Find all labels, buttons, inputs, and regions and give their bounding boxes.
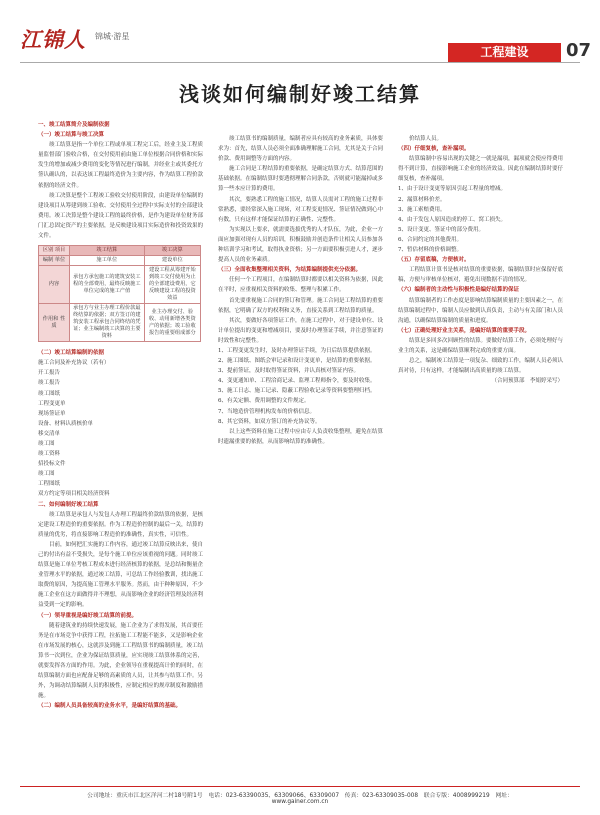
list-item: 双方约定等项目相关经济资料 xyxy=(38,491,110,498)
list-item: 2、施工图纸、图纸会审记录和设计变更单，是结算的重要依据。 xyxy=(218,358,376,365)
table-header-cell: 竣工决算 xyxy=(144,246,200,256)
paragraph: 随着建筑业的持续快速发展，施工企业为了求得发展，其首要任务是在市场竞争中获得工程，拉拓施工工程能不能多，又是影响企业在市场发展的核心，这就涉及到施工工程结算书的编制质量，竣工结算书一次到位，企业为保证结算质量，应实现竣工结算体系的完善，就要发挥各方面的作用。为此，企业领导在重视提高计价的同时，在结算编制方面也应配备足够的高素质的人员，让其参与结算工作。另外，为调动结算编制人员的积极性，应制定相应的规章制度和激励措施。 xyxy=(38,622,203,700)
list-item: 开工报告 xyxy=(38,370,61,377)
list-item: 2、漏算材料价差。 xyxy=(398,196,446,203)
list-item: 7、当地造价管理机构发布的价格信息。 xyxy=(218,408,316,415)
list-item: 4、由于发包人原因造成的停工、窝工损失。 xyxy=(398,216,507,223)
table-cell: 建设工程从筹建开始到竣工交付使用为止的全部建设费用，它反映建设工程的投资效益 xyxy=(144,266,200,304)
paragraph: 结算编制者的工作态度是影响结算编制质量的主要因素之一，在结算编制过程中，编制人员应做到认真负责，主动与有关部门和人员沟通，以确保结算编制的质量和进度。 xyxy=(398,297,563,324)
footer-rule xyxy=(20,786,580,787)
paragraph: 其次，要熟悉工程的施工情况，结算人员需对工程的施工过程非常熟悉，要经常深入施工现场，对工程变更情况、签证情况做到心中有数，只有这样才能保证结算的正确性、完整性。 xyxy=(218,196,383,223)
paragraph: 目前，如何把汇实施的工作内容，通过竣工结算反映出来，使自己的付出有益不受损失，是每个施工单位应该重视的问题。同时竣工结算是施工单位考核工程成本进行经济核算的依据，是总结和衡量企业管理水平的依据，通过竣工结算，可总结工作经验教训，找出施工取费的原因，为提高施工管理水平服务。然而，由于种种原因，不少施工企业在这方面做得并不理想，从而影响企业的经济管理及经济利益受到一定的影响。 xyxy=(38,541,203,609)
list-item: 1、由于设计变更等原因引起工程量的增减。 xyxy=(398,186,507,193)
list-item: 7、暂估材料的价格调整。 xyxy=(398,247,463,254)
paragraph: 任何一个工程项目，在编制结算时都要以相关资料为依据，因此在平时，应重视相关资料的收集、整理与积累工作。 xyxy=(218,277,383,294)
list-item: 8、其它资料，如双方签订的补充协议等。 xyxy=(218,418,321,425)
paragraph: 以上这些资料在施工过程中应由专人负责收集整理，避免在结算时遗漏重要的依据，从而影响结算的准确性。 xyxy=(218,428,383,445)
list-item: 设备、材料认质核价单 xyxy=(38,420,94,427)
paragraph: 竣工结算是指一个单位工程或单项工程完工后，经业主及工程质量监督部门验收合格，在交付使用前由施工单位根据合同价格和实际发生的增加或减少费用的变化等情况进行编制，并经业主或其委托方签认确认的，以表达该工程最终造价为主要内容，作为结算工程价款依据的经济文件。 xyxy=(38,142,203,189)
section-heading: （六）编制者的主动性与积极性是编好结算的保证 xyxy=(398,287,520,294)
list-item: 1、工程变更发生时，及时办理签证手续，为日后结算提供依据。 xyxy=(218,347,376,354)
section-heading: 一、竣工结算简介及编制依据 xyxy=(38,122,110,128)
list-item: 竣工图 xyxy=(38,440,55,447)
table-cell: 作用和 性质 xyxy=(39,304,70,342)
paragraph: 结算编制中容易出现的关键之一就是漏项，漏项就会使应得费用得不到计算，直接影响施工企业的经济效益。因此在编制结算时要仔细复核，查补漏项。 xyxy=(398,156,563,183)
table-cell: 承包方与业主办理工程价款最终结算的依据；双方签订的建筑安装工程承包合同终结的凭证；业主编制竣工决算的主要资料 xyxy=(70,304,145,342)
table-cell: 建设单位 xyxy=(144,256,200,266)
paragraph: 首先要重视施工合同的签订和管理。施工合同是工程结算的重要依据，它明确了双方的权利和义务，直接关系到工程结算的质量。 xyxy=(218,297,383,314)
list-item: 施工合同及补充协议（若有） xyxy=(38,360,110,367)
section-heading: （五）存留底稿，方便核对。 xyxy=(398,257,470,264)
paragraph: 总之，编制竣工结算是一项复杂、细致的工作，编制人员必须认真对待，只有这样，才能编制出高质量的竣工结算。 xyxy=(398,358,563,375)
list-item: 3、提前签证，及时取得签证资料，并认真核对签证内容。 xyxy=(218,368,360,375)
paragraph: 竣工结算是承包人与发包人办理工程最终价款结算的依据，是核定建设工程造价的重要依据。作为工程造价控制的最后一关，结算的质量的优劣，将直接影响工程造价的准确性，真实性，可信性。 xyxy=(38,511,203,538)
table-header-cell: 区别 项目 xyxy=(39,246,70,256)
article-title: 浅谈如何编制好竣工结算 xyxy=(179,82,421,106)
paragraph: 竣工决算是整个工程竣工验收交付使用阶段，由建设单位编制的建设项目从筹建到竣工验收、交付使用全过程中实际支付的全部建设费用。竣工决算是整个建设工程的最终价格，是作为建设单位财务部门汇总固定资产的主要依据，是反映建设项目实际造价和投资效果的文件。 xyxy=(38,192,203,240)
section-heading: （二）竣工结算编制的依据 xyxy=(38,350,105,357)
section-heading: 二、如何编制好竣工结算 xyxy=(38,501,99,508)
list-item: 5、设计变更、签证中的部分费用。 xyxy=(398,226,485,233)
list-item: 现场签证单 xyxy=(38,410,66,417)
paragraph: 价结算人员。 xyxy=(409,136,443,142)
section-heading: （一）领导重视是编好竣工结算的前提。 xyxy=(38,612,138,619)
section-heading: （七）正确处理好业主关系，是编好结算的重要手段。 xyxy=(398,327,531,334)
section-heading: （二）编制人员具备较高的业务水平，是编好结算的基础。 xyxy=(38,703,182,710)
paragraph: 其次，要做好各项签证工作，在施工过程中，对于建设单位、设计单位提出的变更和增减项目，要及时办理签证手续，并注意签证的时效性和完整性。 xyxy=(218,317,383,344)
list-item: 6、合同约定的其他费用。 xyxy=(398,236,463,243)
table-cell: 施工单位 xyxy=(70,256,145,266)
list-item: 招投标文件 xyxy=(38,461,66,468)
column-1 xyxy=(38,120,203,790)
section-heading: （一）竣工结算与竣工决算 xyxy=(38,132,105,139)
list-item: 工程图纸 xyxy=(38,481,61,488)
page-number: 07 xyxy=(566,40,592,61)
comparison-table xyxy=(38,245,201,342)
company-sublogo: 锦城·游星 xyxy=(95,32,130,41)
paragraph: 施工合同是工程结算的重要依据，是确定结算方式、结算范围的基础依据。在编制结算时要透彻理解合同条款，否则就可能漏掉或多算一些本应计算的费用。 xyxy=(218,166,383,193)
table-row xyxy=(39,256,201,266)
list-item: 工程变更单 xyxy=(38,400,66,407)
author-signature: （合同预算部 李娟婷采写） xyxy=(491,378,563,385)
table-cell: 承包方承包施工的建筑安装工程的全部费用，最终反映施工单位完成的施工产值 xyxy=(70,266,145,304)
paragraph: 工程结算计算书是核对结算的重要依据，编制结算时应保留好底稿，方便与审核单位核对，避免出现数据不清的情况。 xyxy=(398,267,563,284)
section-label: 工程建设 xyxy=(448,43,561,62)
list-item: 竣工图 xyxy=(38,471,55,478)
list-item: 4、变更通知单、工程洽商记录、监理工程师指令，要及时收集。 xyxy=(218,378,376,385)
page-header xyxy=(0,0,600,61)
list-item: 竣工资料 xyxy=(38,451,61,458)
list-item: 3、施工索赔费用。 xyxy=(398,206,446,213)
list-item: 6、有关定额、费用调整的文件规定。 xyxy=(218,398,310,405)
table-row xyxy=(39,266,201,304)
column-2 xyxy=(218,134,383,789)
table-header-cell: 竣工结算 xyxy=(70,246,145,256)
list-item: 5、施工日志、施工记录、隐蔽工程验收记录等资料要整理归档。 xyxy=(218,388,376,395)
page-footer: 公司地址：重庆市江北区洋河二村18号附1号 电话：023-63390035、63309066、63309007 传真：023-63309035-008 联合专版：4008999219 网址：www.gainer.com.cn xyxy=(87,793,513,805)
table-cell: 内容 xyxy=(39,266,70,304)
column-3 xyxy=(398,134,563,789)
paragraph: 结算是多回多次回顾性的结算。要做好结算工作，必须处理好与业主的关系，这是确保结算顺利完成的重要方面。 xyxy=(398,337,563,354)
section-heading: （四）仔细复核，查补漏项。 xyxy=(398,146,470,153)
list-item: 移交清单 xyxy=(38,430,61,437)
header-rule xyxy=(20,62,580,63)
table-cell: 业主办理交付、验收、动用新增各类资产的依据；竣工验收报告的重要组成部分 xyxy=(144,304,200,342)
company-logo: 江锦人 xyxy=(20,27,86,52)
table-cell: 编制 单位 xyxy=(39,256,70,266)
list-item: 竣工报告 xyxy=(38,380,61,387)
paragraph: 为实现以上要求，就需要选拔优秀的人才队伍，为此，企业一方面应加强对现有人员的培训，积极鼓励并创造条件让相关人员参加各种培训学习和考试，取得执业资格；另一方面要积极引进人才，逐步提高人员的业务素质。 xyxy=(218,226,383,264)
table-row xyxy=(39,304,201,342)
section-heading: （三）全面收集整理相关资料，为结算编制提供充分依据。 xyxy=(218,267,362,274)
list-item: 竣工图纸 xyxy=(38,390,61,397)
paragraph: 竣工结算书的编制质量，编制者应具有较高的业务素质，具体要求为：首先，结算人员必须全面准确理解施工合同，尤其是关于合同价款、费用调整等方面的内容。 xyxy=(218,136,383,163)
